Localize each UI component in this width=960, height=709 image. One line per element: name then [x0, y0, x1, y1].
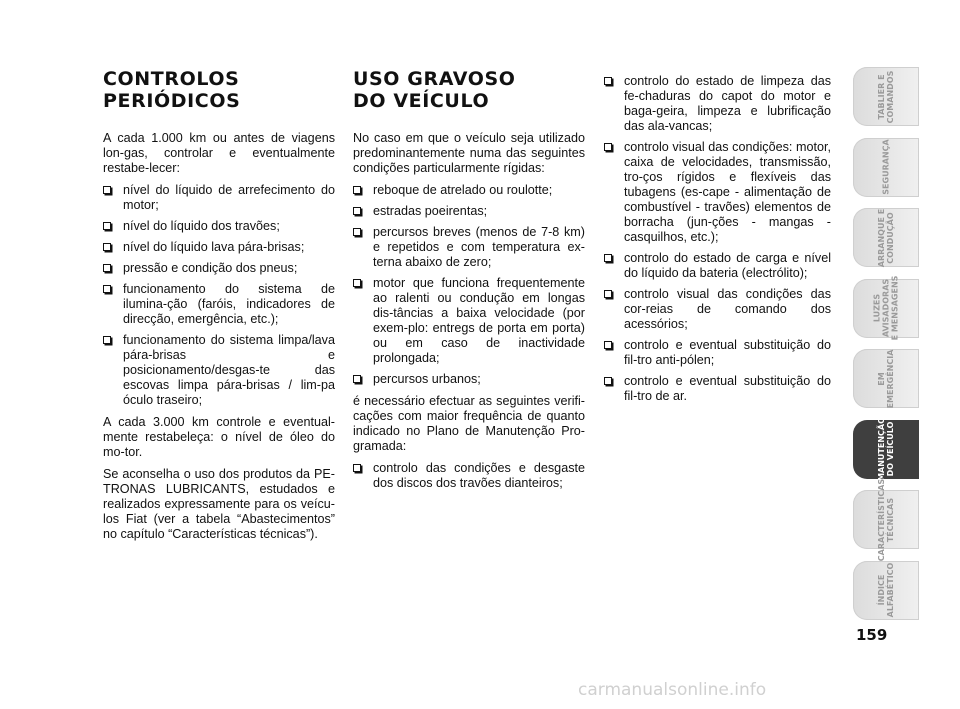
heading-line-2: PERIÓDICOS — [103, 90, 241, 112]
checklist-item — [604, 251, 831, 281]
checklist-item — [103, 219, 335, 234]
page-number: 159 — [856, 626, 888, 644]
checklist-item-text: percursos urbanos; — [373, 372, 481, 386]
paragraph-oil-level: A cada 3.000 km controle e eventual-mente restabeleça: o nível de óleo do mo-tor. — [103, 415, 335, 459]
tab-arranque-conducao[interactable] — [853, 208, 919, 267]
checklist — [604, 74, 831, 404]
tab-label: LUZES AVISADORAS E MENSAGENS — [872, 275, 900, 341]
checkbox-bullet-icon — [604, 143, 612, 151]
checkbox-bullet-icon — [353, 228, 361, 236]
tab-label: TABLIER E COMANDOS — [877, 70, 895, 123]
checklist-item-text: controlo das condições e desgaste dos discos dos travões dianteiros; — [373, 461, 585, 490]
checklist-item — [353, 276, 585, 366]
paragraph-petronas: Se aconselha o uso dos produtos da PE-TRONAS LUBRICANTS, estudados e realizados expressamente para os veícu-los Fiat (ver a tabela “Abastecimentos” no capítulo “Características técnicas”). — [103, 467, 335, 541]
checkbox-bullet-icon — [353, 279, 361, 287]
checkbox-bullet-icon — [353, 207, 361, 215]
heading-line-1: CONTROLOS — [103, 68, 240, 90]
checklist-item — [353, 183, 585, 198]
checklist-item — [353, 225, 585, 270]
checklist-item — [103, 261, 335, 276]
checklist-item-text: estradas poeirentas; — [373, 204, 488, 218]
checklist-item — [103, 333, 335, 408]
checklist-item-text: controlo visual das condições: motor, caixa de velocidades, transmissão, tro-ços rígidos e flexíveis das tubagens (es-cape - alimentação de combustível - travões) elementos de borracha (jun-ções - mangas - casquilhos, etc.); — [624, 140, 831, 244]
checklist-item — [103, 240, 335, 255]
section-uso-gravoso — [353, 68, 585, 498]
tab-em-emergencia[interactable] — [853, 349, 919, 408]
section-heading — [103, 68, 335, 112]
checkbox-bullet-icon — [604, 77, 612, 85]
watermark: carmanualsonline.info — [578, 680, 767, 700]
paragraph-frequency: é necessário efectuar as seguintes verifi-cações com maior frequência de quanto indicado no Plano de Manutenção Pro-gramada: — [353, 394, 585, 453]
heading-line-1: USO GRAVOSO — [353, 68, 516, 90]
checklist-item-text: pressão e condição dos pneus; — [123, 261, 298, 275]
heading-line-2: DO VEÍCULO — [353, 90, 490, 112]
intro-paragraph: No caso em que o veículo seja utilizado predominantemente numa das seguintes condições particularmente rígidas: — [353, 131, 585, 175]
chapter-tabs — [853, 67, 919, 631]
tab-indice-alfabetico[interactable] — [853, 561, 919, 620]
checkbox-bullet-icon — [103, 243, 111, 251]
checklist-item — [103, 282, 335, 327]
checklist-item-text: controlo do estado de carga e nível do líquido da bateria (electrólito); — [624, 251, 831, 280]
checkbox-bullet-icon — [353, 186, 361, 194]
tab-luzes-avisadoras[interactable] — [853, 275, 919, 341]
checklist — [103, 183, 335, 408]
checklist-item-text: nível do líquido de arrefecimento do motor; — [123, 183, 335, 212]
checklist-item — [604, 74, 831, 134]
checkbox-bullet-icon — [103, 336, 111, 344]
checklist-item-text: motor que funciona frequentemente ao ralenti ou condução em longas dis-tâncias a baixa velocidade (por exem-plo: entregs de porta em porta) ou em caso de inactividade prolongada; — [373, 276, 585, 365]
checkbox-bullet-icon — [103, 186, 111, 194]
checklist — [353, 183, 585, 387]
checklist — [353, 461, 585, 491]
tab-caracteristicas-tecnicas[interactable] — [853, 478, 919, 561]
checkbox-bullet-icon — [103, 285, 111, 293]
checkbox-bullet-icon — [103, 222, 111, 230]
checklist-item — [353, 461, 585, 491]
checklist-item-text: controlo do estado de limpeza das fe-chaduras do capot do motor e baga-geira, limpeza e lubrificação das ala-vancas; — [624, 74, 831, 133]
checkbox-bullet-icon — [604, 377, 612, 385]
checklist-item — [604, 374, 831, 404]
tab-seguranca[interactable] — [853, 138, 919, 197]
checklist-item-text: nível do líquido lava pára-brisas; — [123, 240, 305, 254]
tab-label: MANUTENÇÃO DO VEÍCULO — [877, 417, 895, 481]
checkbox-bullet-icon — [353, 375, 361, 383]
tab-tablier-comandos[interactable] — [853, 67, 919, 126]
checklist-item-text: funcionamento do sistema de ilumina-ção (faróis, indicadores de direcção, emergência, etc.); — [123, 282, 335, 326]
checkbox-bullet-icon — [604, 290, 612, 298]
section-controlos-periodicos — [103, 68, 335, 549]
checkbox-bullet-icon — [604, 254, 612, 262]
checklist-item-text: controlo visual das condições das cor-reias de comando dos acessórios; — [624, 287, 831, 331]
tab-label: CARACTERÍSTICAS TÉCNICAS — [877, 478, 895, 561]
checklist-item-text: percursos breves (menos de 7-8 km) e repetidos e com temperatura ex-terna abaixo de zero; — [373, 225, 585, 269]
checklist-item — [604, 338, 831, 368]
checkbox-bullet-icon — [353, 464, 361, 472]
checklist-item — [103, 183, 335, 213]
section-heading — [353, 68, 585, 112]
checklist-item-text: funcionamento do sistema limpa/lava pára-brisas e posicionamento/desgas-te das escovas limpa pára-brisas / lim-pa óculo traseiro; — [123, 333, 335, 407]
tab-label: EM EMERGÊNCIA — [877, 349, 895, 408]
checklist-item — [604, 140, 831, 245]
checkbox-bullet-icon — [604, 341, 612, 349]
tab-label: SEGURANÇA — [881, 139, 891, 195]
checklist-item-text: controlo e eventual substituição do fil-tro anti-pólen; — [624, 338, 831, 367]
checklist-item-text: reboque de atrelado ou roulotte; — [373, 183, 553, 197]
checklist-item-text: nível do líquido dos travões; — [123, 219, 280, 233]
checklist-item — [604, 287, 831, 332]
tab-label: ARRANQUE E CONDUÇÃO — [877, 208, 895, 267]
checklist-item — [353, 204, 585, 219]
checkbox-bullet-icon — [103, 264, 111, 272]
intro-paragraph: A cada 1.000 km ou antes de viagens lon-gas, controlar e eventualmente restabe-lecer: — [103, 131, 335, 175]
checklist-item — [353, 372, 585, 387]
tab-label: ÍNDICE ALFABÉTICO — [877, 562, 895, 618]
checklist-item-text: controlo e eventual substituição do fil-tro de ar. — [624, 374, 831, 403]
section-checks-continued — [604, 74, 831, 411]
tab-manutencao-veiculo[interactable] — [853, 417, 919, 481]
